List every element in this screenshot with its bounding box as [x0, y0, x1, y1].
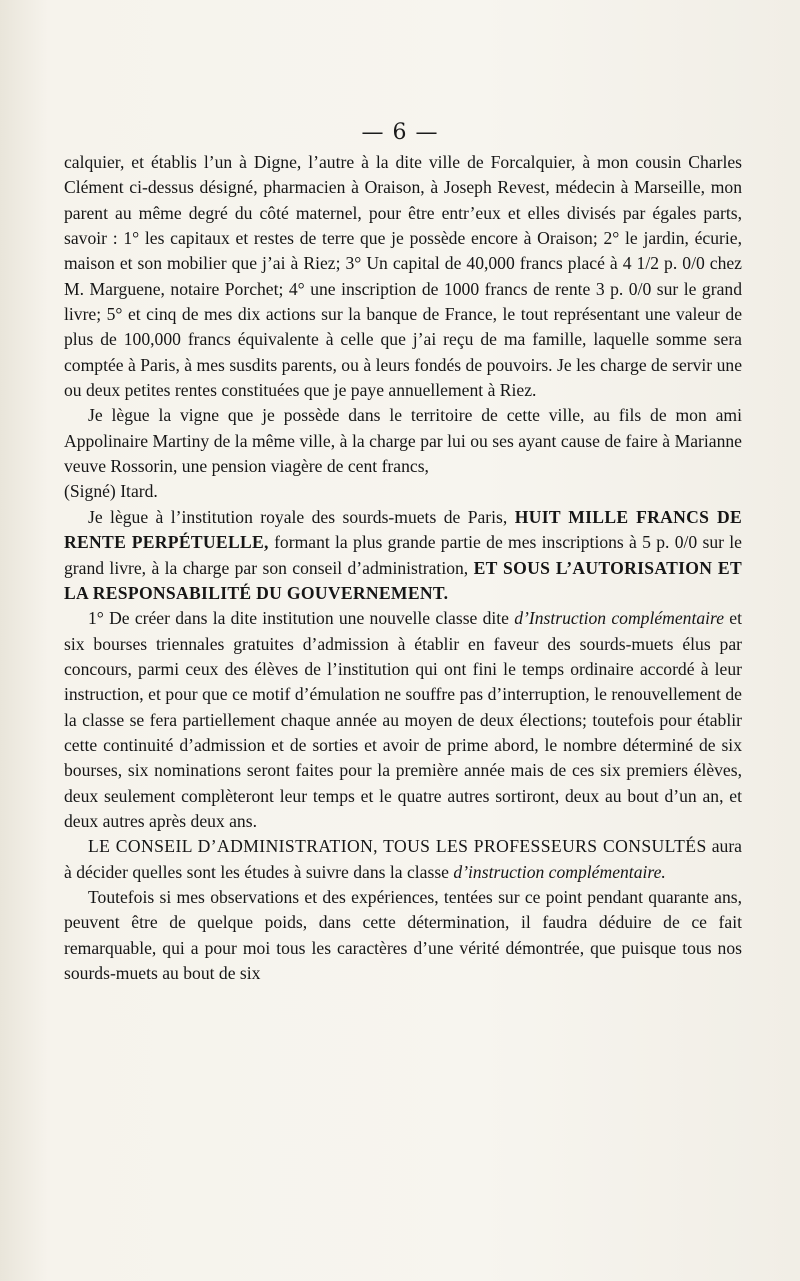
paragraph-observations: Toutefois si mes observations et des expériences, tentées sur ce point pendant quarante ans, peuvent être de quelque poids, dans cette détermination, il faudra déduire de ce fait remarquable, qui a pour moi tous les caractères d’une vérité démontrée, que puisque tous nos sourds-muets au bout de six: [64, 886, 742, 983]
paragraph-council-decision: [64, 834, 742, 885]
page-number: — 6 —: [361, 120, 439, 145]
perpetual-rent-caps: HUIT MILLE FRANCS DE RENTE PERPÉTUELLE,: [64, 506, 743, 553]
institution-bequest-mid: formant la plus grande partie de mes inscriptions à 5 p. 0/0 sur le grand livre, à la charge par son conseil d’administration,: [64, 532, 742, 578]
body-text: [64, 150, 742, 986]
paragraph-institution-bequest: [64, 505, 742, 606]
council-decision-italic: d’instruction complémentaire.: [453, 861, 666, 882]
council-caps: LE CONSEIL D’ADMINISTRATION, TOUS LES PROFESSEURS CONSULTÉS: [88, 836, 707, 857]
complementary-class-rest: et six bourses triennales gratuites d’admission à établir en faveur des sourds-muets élus par concours, parmi ceux des élèves de l’institution qui ont fini le temps ordinaire accordé à leur instruction, et pour que ce motif d’émulation ne souffre pas d’interruption, le renouvellement de la classe se fera partiellement chaque année au moyen de deux élections; toutefois pour établir cette continuité d’admission et de sorties et avoir de prime abord, le nombre déterminé de six bourses, six nominations seront faites pour la première année mais de ces six premiers élèves, deux seulement complèteront leur temps et le quatre autres sortiront, deux au bout d’un an, et deux autres après deux ans.: [64, 608, 742, 831]
institution-bequest-intro: Je lègue à l’institution royale des sourds-muets de Paris,: [88, 506, 508, 527]
signature: (Signé) Itard.: [64, 481, 158, 502]
paragraph-vineyard-bequest: [64, 403, 742, 504]
paragraph-bequest-parents: calquier, et établis l’un à Digne, l’autre à la dite ville de Forcalquier, à mon cousin Charles Clément ci-dessus désigné, pharmacien à Oraison, à Joseph Revest, médecin à Marseille, mon parent au même degré du côté maternel, pour être entr’eux et elles divisés par égales parts, savoir : 1° les capitaux et restes de terre que je possède encore à Oraison; 2° le jardin, écurie, maison et son mobilier que j’ai à Riez; 3° Un capital de 40,000 francs placé à 4 1/2 p. 0/0 chez M. Marguene, notaire Porchet; 4° une inscription de 1000 francs de rente 3 p. 0/0 sur le grand livre; 5° et cinq de mes dix actions sur la banque de France, le tout représentant une valeur de plus de 100,000 francs équivalente à celle que j’ai reçu de ma famille, laquelle somme sera comptée à Paris, à mes susdits parents, ou à leurs fondés de pouvoirs. Je les charge de servir une ou deux petites rentes constituées que je paye annuellement à Riez.: [64, 152, 742, 401]
government-authorization-caps: ET SOUS L’AUTORISATION ET LA RESPONSABILITÉ DU GOUVERNEMENT.: [64, 557, 742, 603]
paragraph-complementary-class: [64, 606, 742, 834]
complementary-class-italic: d’Instruction complémentaire: [514, 608, 725, 629]
council-decision-mid: aura à décider quelles sont les études à suivre dans la classe: [64, 836, 742, 882]
vineyard-bequest-text: Je lègue la vigne que je possède dans le territoire de cette ville, au fils de mon ami Appolinaire Martiny de la même ville, à la charge par lui ou ses ayant cause de faire à Marianne veuve Rossorin, une pension viagère de cent francs,: [64, 405, 742, 477]
complementary-class-start: 1° De créer dans la dite institution une nouvelle classe dite: [88, 608, 509, 629]
